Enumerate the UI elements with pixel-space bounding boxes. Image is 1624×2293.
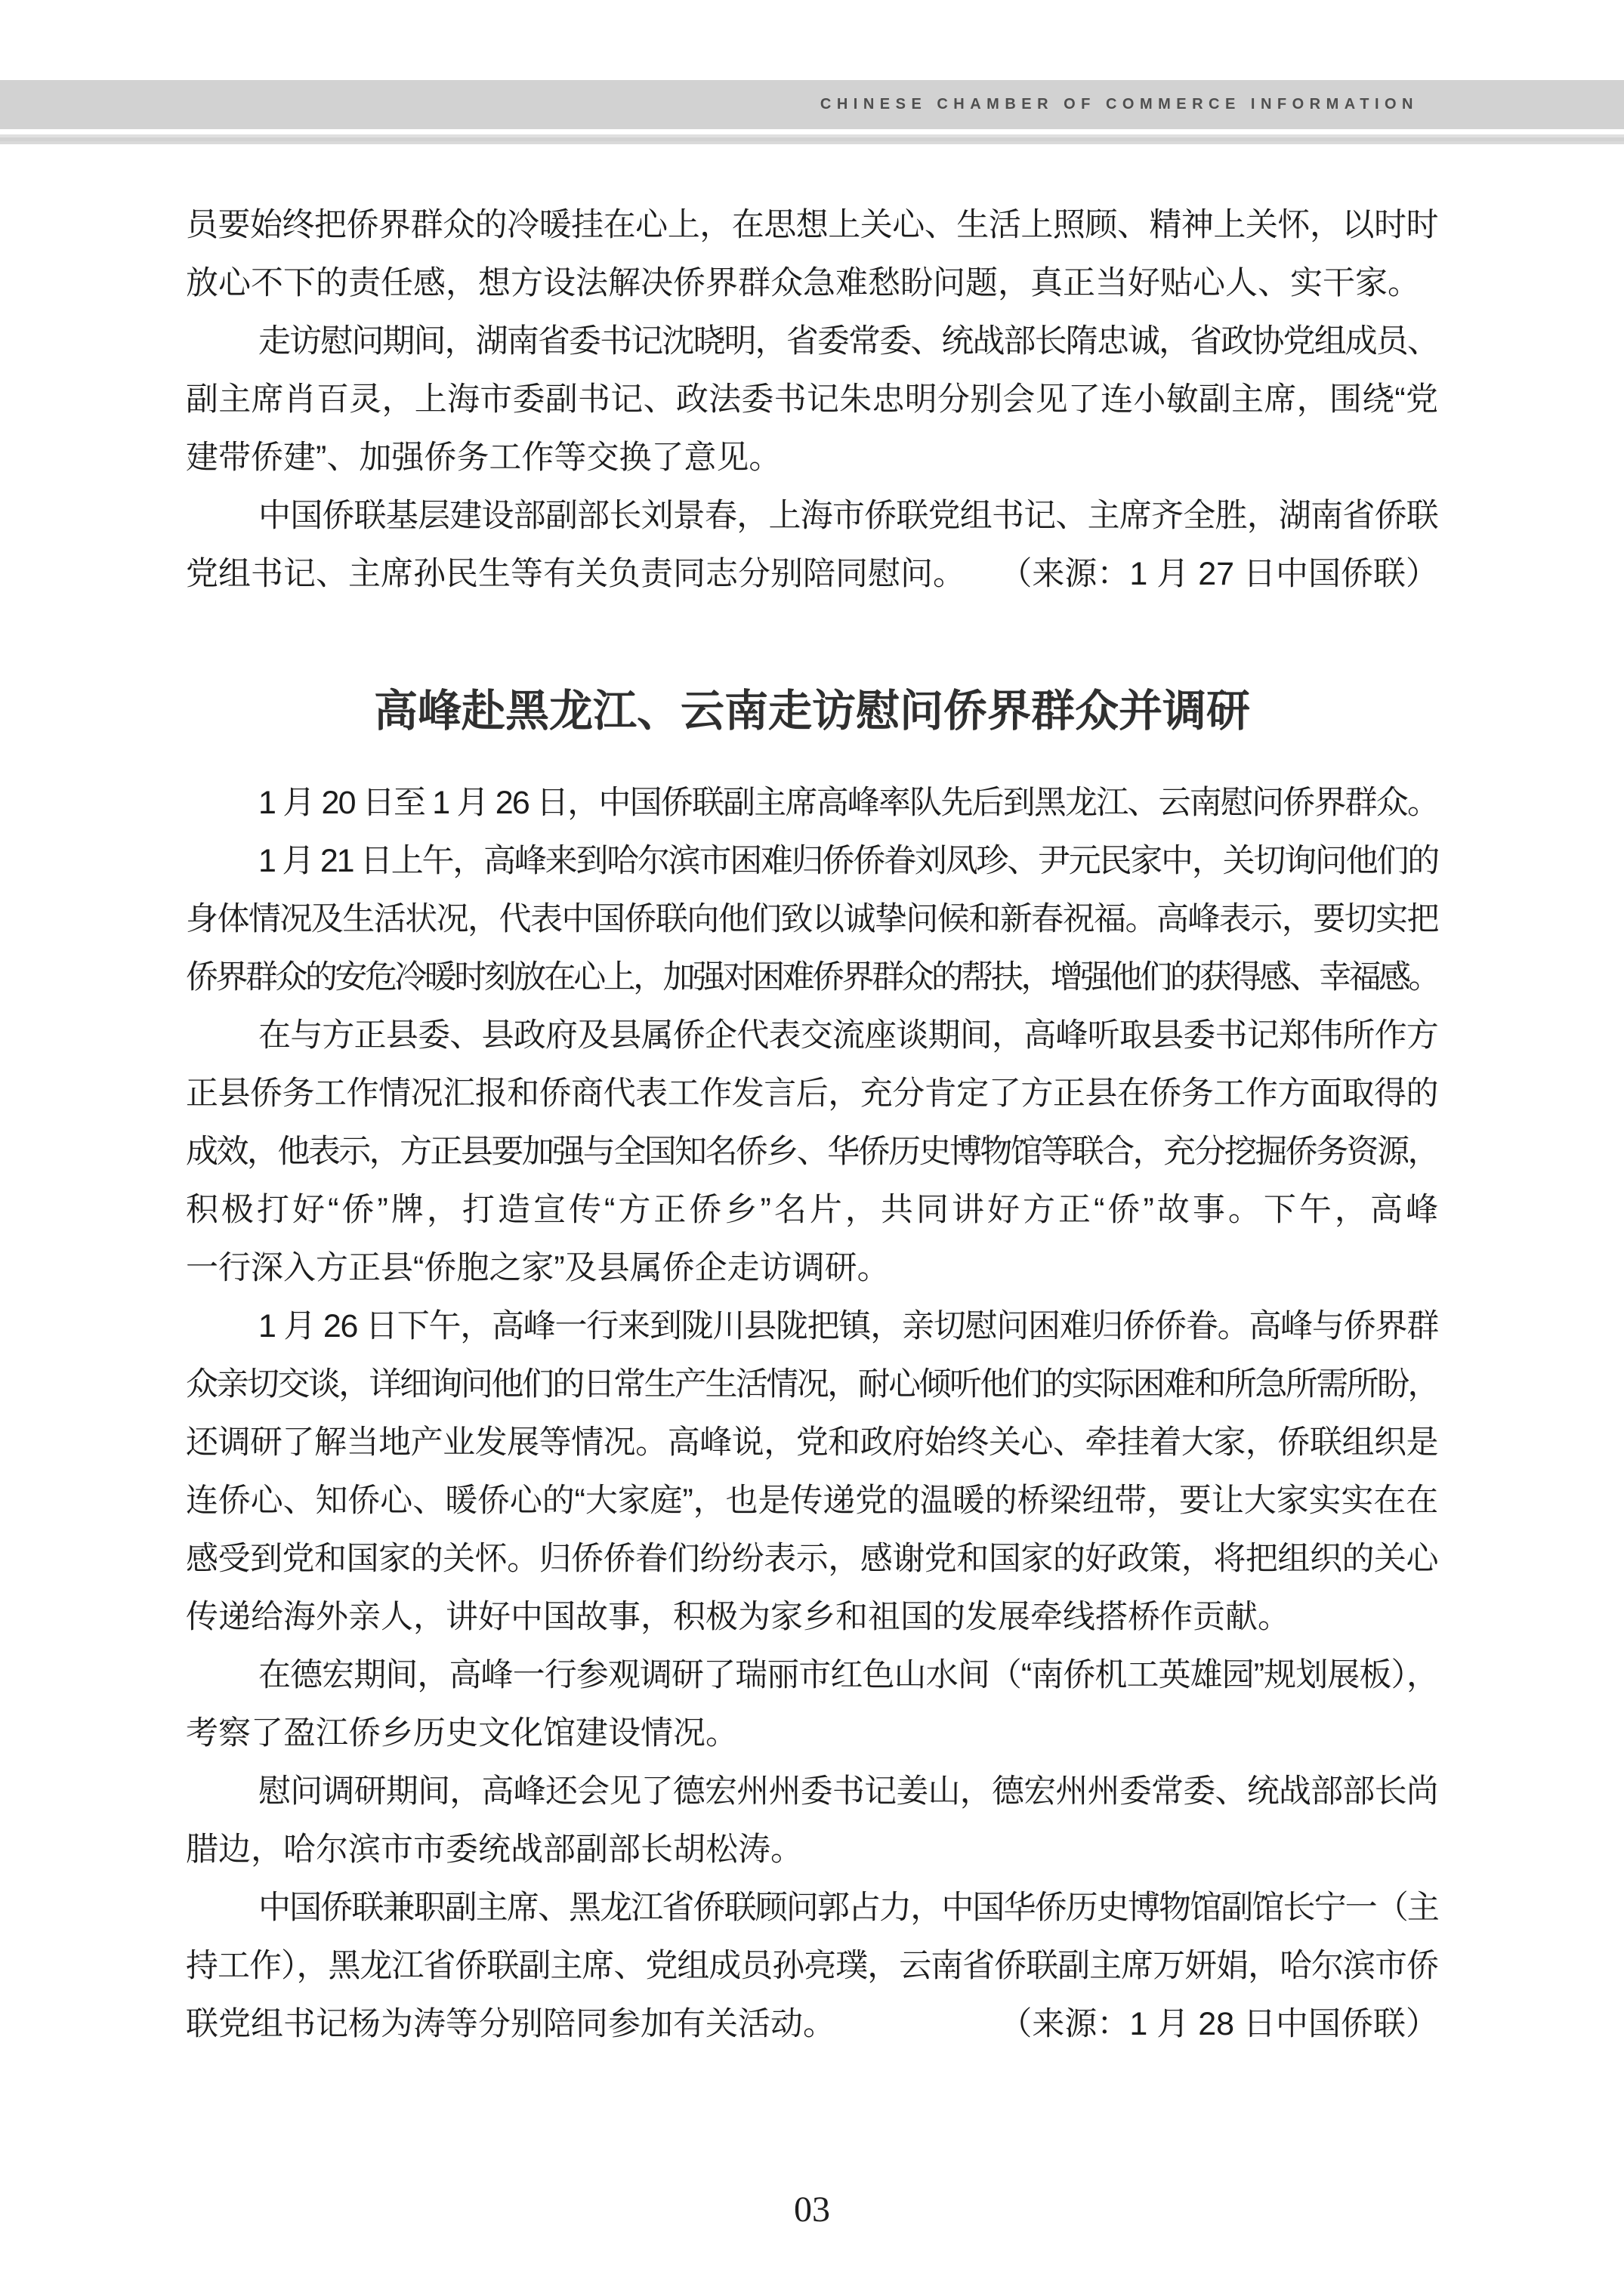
text-line: 还调研了解当地产业发展等情况。高峰说，党和政府始终关心、牵挂着大家，侨联组织是 — [186, 1424, 1438, 1461]
source-label: （来源：1 月 28 日中国侨联） — [999, 2006, 1438, 2042]
text-line: 放心不下的责任感，想方设法解决侨界群众急难愁盼问题，真正当好贴心人、实干家。 — [186, 265, 1420, 301]
text-line: 1 月 26 日下午，高峰一行来到陇川县陇把镇，亲切慰问困难归侨侨眷。高峰与侨界群 — [258, 1308, 1438, 1344]
text-line — [186, 1995, 1438, 2054]
text-line: 积极打好“侨”牌，打造宣传“方正侨乡”名片，共同讲好方正“侨”故事。下午，高峰 — [186, 1192, 1438, 1228]
article-previous-continuation — [186, 196, 1438, 603]
text-line: 感受到党和国家的关怀。归侨侨眷们纷纷表示，感谢党和国家的好政策，将把组织的关心 — [186, 1541, 1438, 1577]
text-line: 成效，他表示，方正县要加强与全国知名侨乡、华侨历史博物馆等联合，充分挖掘侨务资源， — [186, 1134, 1438, 1170]
text-line: 身体情况及生活状况，代表中国侨联向他们致以诚挚问候和新春祝福。高峰表示，要切实把 — [186, 901, 1438, 937]
line-text: 党组书记、主席孙民生等有关负责同志分别陪同慰问。 — [186, 556, 965, 592]
text-line: 建带侨建”、加强侨务工作等交换了意见。 — [186, 440, 782, 476]
page-number: 03 — [794, 2190, 830, 2230]
article-main-body — [186, 774, 1438, 2054]
text-line: 1 月 20 日至 1 月 26 日，中国侨联副主席高峰率队先后到黑龙江、云南慰问侨界群众。 — [258, 785, 1438, 821]
text-line: 副主席肖百灵，上海市委副书记、政法委书记朱忠明分别会见了连小敏副主席，围绕“党 — [186, 381, 1438, 418]
page-content — [186, 0, 1438, 2054]
text-line: 慰问调研期间，高峰还会见了德宏州州委书记姜山，德宏州州委常委、统战部部长尚 — [258, 1773, 1438, 1810]
text-line: 在与方正县委、县政府及县属侨企代表交流座谈期间，高峰听取县委书记郑伟所作方 — [258, 1017, 1438, 1054]
text-line: 中国侨联基层建设部副部长刘景春，上海市侨联党组书记、主席齐全胜，湖南省侨联 — [258, 498, 1438, 534]
text-line: 一行深入方正县“侨胞之家”及县属侨企走访调研。 — [186, 1250, 890, 1286]
text-line: 腊边，哈尔滨市市委统战部副部长胡松涛。 — [186, 1832, 803, 1868]
text-line: 考察了盈江侨乡历史文化馆建设情况。 — [186, 1715, 738, 1751]
text-line: 持工作），黑龙江省侨联副主席、党组成员孙亮璞，云南省侨联副主席万妍娟，哈尔滨市侨 — [186, 1948, 1438, 1984]
text-line: 走访慰问期间，湖南省委书记沈晓明，省委常委、统战部长隋忠诚，省政协党组成员、 — [258, 323, 1438, 360]
line-text: 联党组书记杨为涛等分别陪同参加有关活动。 — [186, 2006, 835, 2042]
text-line: 正县侨务工作情况汇报和侨商代表工作发言后，充分肯定了方正县在侨务工作方面取得的 — [186, 1076, 1438, 1112]
text-line: 连侨心、知侨心、暖侨心的“大家庭”，也是传递党的温暖的桥梁纽带，要让大家实实在在 — [186, 1483, 1438, 1519]
text-line: 中国侨联兼职副主席、黑龙江省侨联顾问郭占力，中国华侨历史博物馆副馆长宁一（主 — [258, 1890, 1438, 1926]
source-label: （来源：1 月 27 日中国侨联） — [999, 556, 1438, 592]
text-line: 传递给海外亲人，讲好中国故事，积极为家乡和祖国的发展牵线搭桥作贡献。 — [186, 1599, 1290, 1635]
banner-title: CHINESE CHAMBER OF COMMERCE INFORMATION — [820, 96, 1419, 113]
text-line: 在德宏期间，高峰一行参观调研了瑞丽市红色山水间（“南侨机工英雄园”规划展板）， — [258, 1657, 1438, 1693]
text-line — [186, 545, 1438, 603]
text-line: 侨界群众的安危冷暖时刻放在心上，加强对困难侨界群众的帮扶，增强他们的获得感、幸福感。 — [186, 959, 1438, 995]
text-line: 员要始终把侨界群众的冷暖挂在心上，在思想上关心、生活上照顾、精神上关怀，以时时 — [186, 207, 1438, 243]
text-line: 1 月 21 日上午，高峰来到哈尔滨市困难归侨侨眷刘凤珍、尹元民家中，关切询问他们的 — [258, 843, 1438, 879]
text-line: 众亲切交谈，详细询问他们的日常生产生活情况，耐心倾听他们的实际困难和所急所需所盼， — [186, 1366, 1438, 1403]
article-title: 高峰赴黑龙江、云南走访慰问侨界群众并调研 — [373, 687, 1250, 736]
